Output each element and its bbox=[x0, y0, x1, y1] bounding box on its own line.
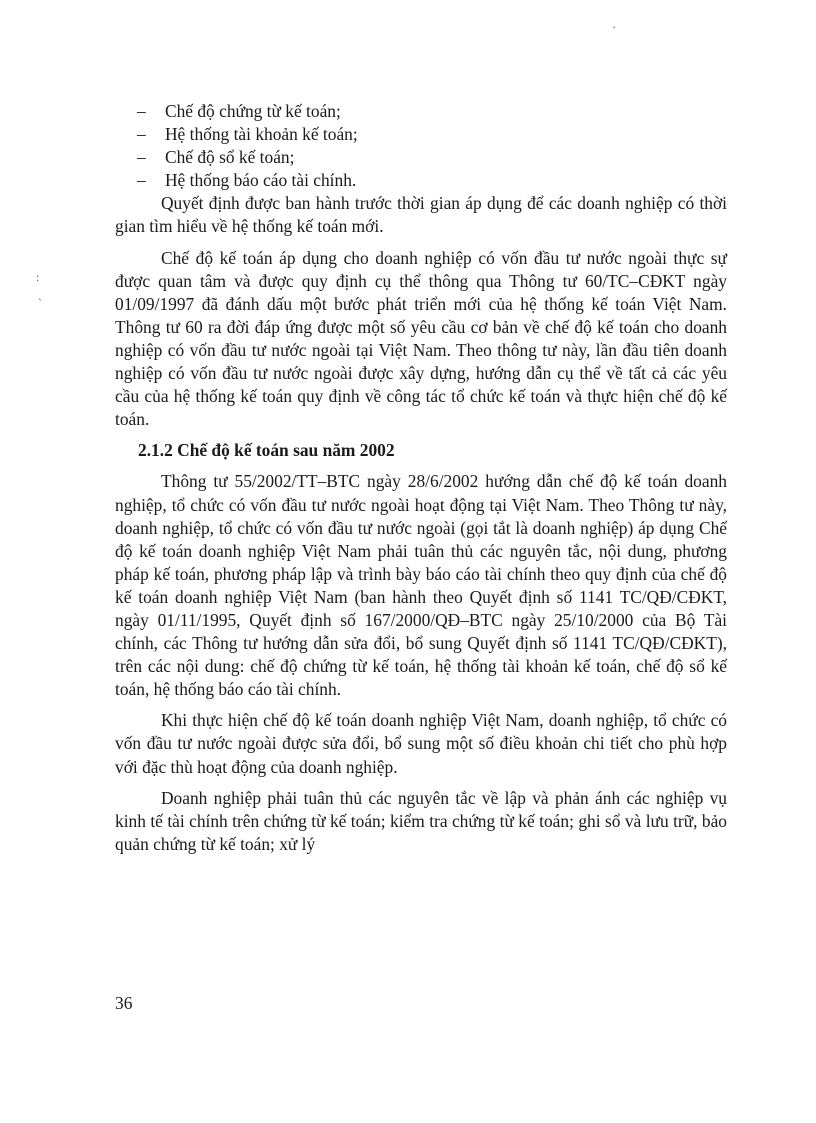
bullet-item bbox=[115, 123, 727, 146]
bullet-dash: – bbox=[137, 170, 146, 191]
scan-speck-mark: ˋ bbox=[38, 296, 42, 310]
section-heading: 2.1.2 Chế độ kế toán sau năm 2002 bbox=[138, 440, 395, 461]
body-text bbox=[115, 100, 727, 856]
scan-speck-mark: ˊ bbox=[612, 24, 616, 38]
bullet-dash: – bbox=[137, 147, 146, 168]
paragraph: Khi thực hiện chế độ kế toán doanh nghiệp Việt Nam, doanh nghiệp, tổ chức có vốn đầu tư nước ngoài được sửa đổi, bổ sung một số điều khoản chi tiết cho phù hợp với đặc thù hoạt động của doanh nghiệp. bbox=[115, 710, 727, 777]
scan-speck-mark: : bbox=[36, 270, 40, 284]
bullet-item bbox=[115, 100, 727, 123]
paragraph: Chế độ kế toán áp dụng cho doanh nghiệp có vốn đầu tư nước ngoài thực sự được quan tâm và được quy định cụ thể thông qua Thông tư 60/TC–CĐKT ngày 01/09/1997 đã đánh dấu một bước phát triển mới của hệ thống kế toán Việt Nam. Thông tư 60 ra đời đáp ứng được một số yêu cầu cơ bản về chế độ kế toán cho doanh nghiệp có vốn đầu tư nước ngoài tại Việt Nam. Theo thông tư này, lần đầu tiên doanh nghiệp có vốn đầu tư nước ngoài được xây dựng, hướng dẫn cụ thể về tất cả các yêu cầu của hệ thống kế toán quy định về công tác tổ chức kế toán và thực hiện chế độ kế toán. bbox=[115, 247, 727, 430]
bullet-text: Hệ thống báo cáo tài chính. bbox=[165, 170, 357, 191]
bullet-text: Chế độ sổ kế toán; bbox=[165, 147, 295, 168]
page-number: 36 bbox=[115, 993, 133, 1013]
bullet-item bbox=[115, 146, 727, 169]
bullet-dash: – bbox=[137, 101, 146, 121]
bullet-item bbox=[115, 169, 727, 192]
paragraph: Thông tư 55/2002/TT–BTC ngày 28/6/2002 hướng dẫn chế độ kế toán doanh nghiệp, tổ chức có vốn đầu tư nước ngoài hoạt động tại Việt Nam. Theo Thông tư này, doanh nghiệp, tổ chức có vốn đầu tư nước ngoài (gọi tắt là doanh nghiệp) áp dụng Chế độ kế toán doanh nghiệp Việt Nam phải tuân thủ các nguyên tắc, nội dung, phương pháp kế toán, phương pháp lập và trình bày báo cáo tài chính theo quy định của chế độ kế toán doanh nghiệp Việt Nam (ban hành theo Quyết định số 1141 TC/QĐ/CĐKT, ngày 01/11/1995, Quyết định số 167/2000/QĐ–BTC ngày 25/10/2000 của Bộ Tài chính, các Thông tư hướng dẫn sửa đổi, bổ sung Quyết định số 1141 TC/QĐ/CĐKT), trên các nội dung: chế độ chứng từ kế toán, hệ thống tài khoản kế toán, chế độ sổ kế toán, hệ thống báo cáo tài chính. bbox=[115, 471, 727, 700]
paragraph: Doanh nghiệp phải tuân thủ các nguyên tắc về lập và phản ánh các nghiệp vụ kinh tế tài chính trên chứng từ kế toán; kiểm tra chứng từ kế toán; ghi sổ và lưu trữ, bảo quản chứng từ kế toán; xử lý bbox=[115, 787, 727, 854]
paragraph: Quyết định được ban hành trước thời gian áp dụng để các doanh nghiệp có thời gian tìm hiểu về hệ thống kế toán mới. bbox=[115, 193, 727, 237]
bullet-text: Chế độ chứng từ kế toán; bbox=[165, 101, 341, 121]
bullet-text: Hệ thống tài khoản kế toán; bbox=[165, 124, 358, 145]
bullet-dash: – bbox=[137, 124, 146, 145]
